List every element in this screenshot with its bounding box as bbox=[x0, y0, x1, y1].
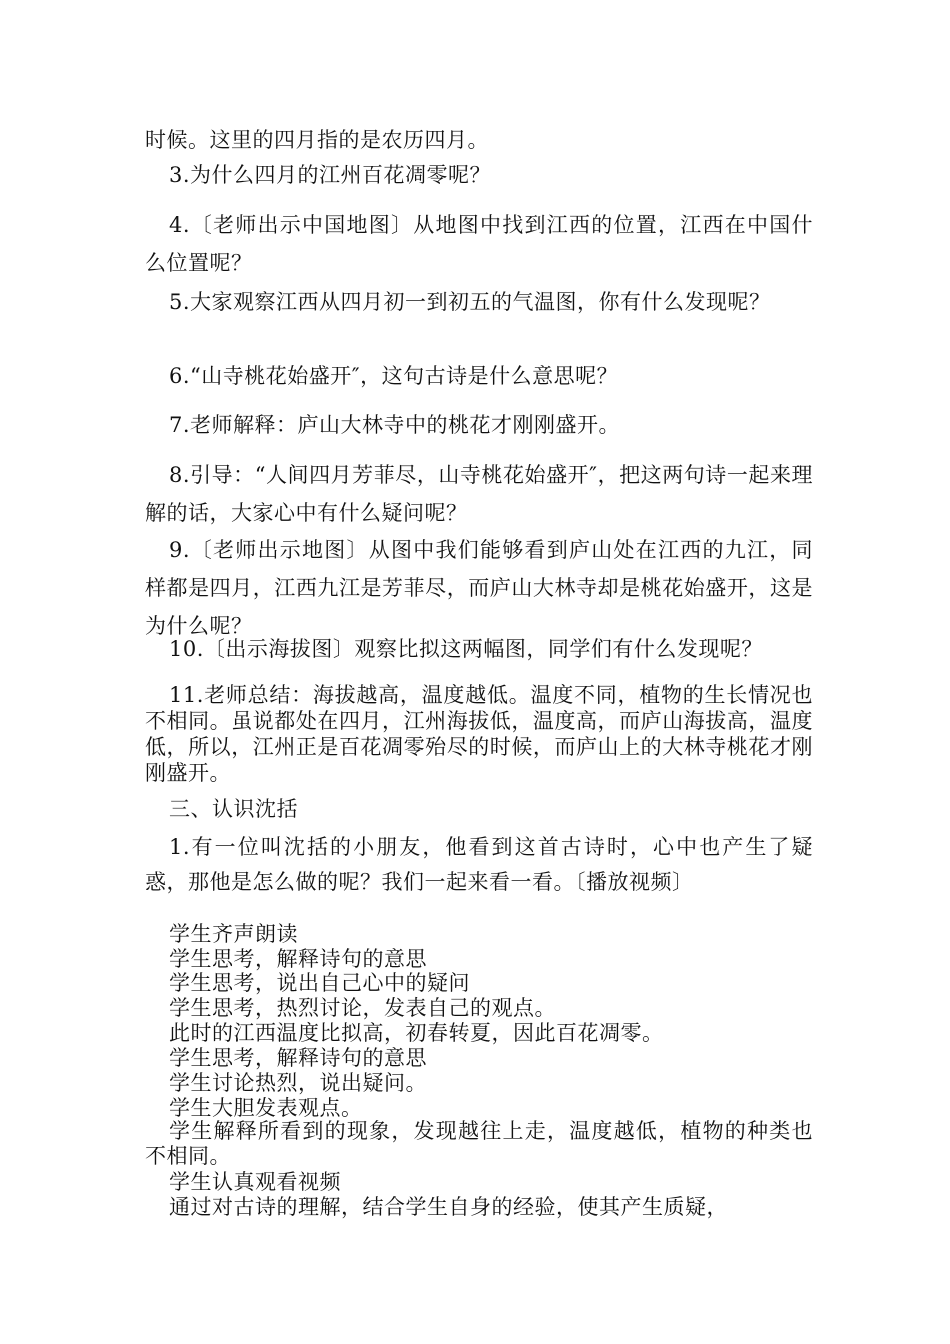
activity-line: 学生大胆发表观点。 bbox=[169, 1096, 363, 1120]
activity-line: 学生齐声朗读 bbox=[169, 922, 298, 946]
paragraph-continuation: 时候。这里的四月指的是农历四月。 bbox=[145, 128, 489, 152]
activity-paragraph: 学生解释所看到的现象，发现越往上走，温度越低，植物的种类也不相同。 bbox=[145, 1119, 813, 1168]
activity-line: 通过对古诗的理解，结合学生自身的经验，使其产生质疑， bbox=[169, 1195, 728, 1219]
activity-line: 学生思考，说出自己心中的疑问 bbox=[169, 971, 470, 995]
activity-line: 学生认真观看视频 bbox=[169, 1170, 341, 1194]
question-6: 6.“山寺桃花始盛开″，这句古诗是什么意思呢？ bbox=[169, 364, 619, 388]
step-7: 7.老师解释：庐山大林寺中的桃花才刚刚盛开。 bbox=[169, 413, 621, 437]
activity-line: 学生思考，解释诗句的意思 bbox=[169, 1046, 427, 1070]
question-4: 4.〔老师出示中国地图〕从地图中找到江西的位置，江西在中国什么位置呢？ bbox=[145, 213, 813, 275]
activity-line: 此时的江西温度比拟高，初春转夏，因此百花凋零。 bbox=[169, 1021, 664, 1045]
section-heading: 三、认识沈括 bbox=[169, 797, 298, 821]
step-9: 9.〔老师出示地图〕从图中我们能够看到庐山处在江西的九江，同样都是四月，江西九江是芳菲尽，而庐山大林寺却是桃花始盛开，这是为什么呢？ bbox=[145, 538, 813, 638]
activity-line: 学生讨论热烈，说出疑问。 bbox=[169, 1071, 427, 1095]
question-5: 5.大家观察江西从四月初一到初五的气温图，你有什么发现呢？ bbox=[169, 290, 771, 314]
activity-line: 学生思考，解释诗句的意思 bbox=[169, 947, 427, 971]
question-3: 3.为什么四月的江州百花凋零呢？ bbox=[169, 163, 492, 187]
step-10: 10.〔出示海拔图〕观察比拟这两幅图，同学们有什么发现呢？ bbox=[169, 637, 763, 661]
section-item-1: 1.有一位叫沈括的小朋友，他看到这首古诗时，心中也产生了疑惑，那他是怎么做的呢？我们一起来看一看。〔播放视频〕 bbox=[145, 835, 813, 894]
activity-line: 学生思考，热烈讨论，发表自己的观点。 bbox=[169, 996, 556, 1020]
step-8: 8.引导：“人间四月芳菲尽，山寺桃花始盛开″，把这两句诗一起来理解的话，大家心中有什么疑问呢？ bbox=[145, 463, 813, 525]
step-11: 11.老师总结：海拔越高，温度越低。温度不同，植物的生长情况也不相同。虽说都处在四月，江州海拔低，温度高，而庐山海拔高，温度低，所以，江州正是百花凋零殆尽的时候，而庐山上的大林寺桃花才刚刚盛开。 bbox=[145, 683, 813, 785]
